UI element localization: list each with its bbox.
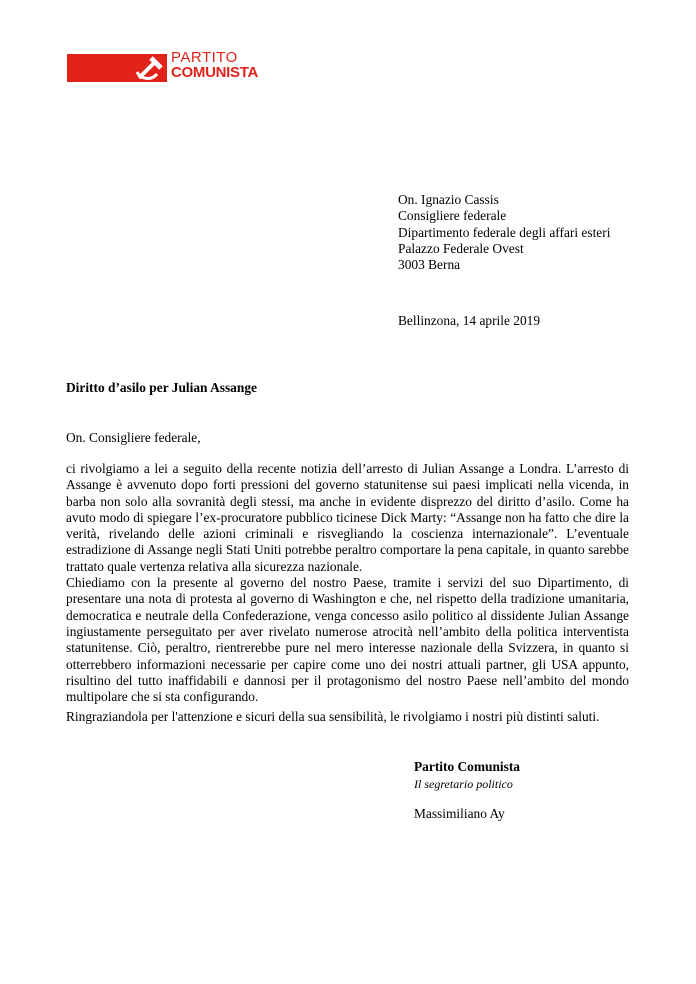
logo-text bbox=[171, 50, 258, 80]
closing-paragraph: Ringraziandola per l'attenzione e sicuri della sua sensibilità, le rivolgiamo i nostri più distinti saluti. bbox=[66, 709, 600, 725]
place-date: Bellinzona, 14 aprile 2019 bbox=[398, 313, 541, 328]
recipient-address bbox=[398, 192, 610, 273]
hammer-sickle-icon bbox=[129, 50, 173, 84]
letter-subject: Diritto d’asilo per Julian Assange bbox=[66, 380, 257, 395]
party-logo bbox=[67, 50, 277, 84]
body-paragraph-1: ci rivolgiamo a lei a seguito della recente notizia dell’arresto di Julian Assange a Londra. L’arresto di Assange è avvenuto dopo forti pressioni del governo statunitense sui paesi implicati nella vicenda, in barba non solo alla sovranità degli stessi, ma anche in evidente disprezzo del diritto d’asilo. Come ha avuto modo di spiegare l’ex-procuratore pubblico ticinese Dick Marty: “Assange non ha fatto che dire la verità, rivelando delle azioni criminali e risvegliando la coscienza internazionale”. L’eventuale estradizione di Assange negli Stati Uniti potrebbe peraltro comportare la pena capitale, in quanto sarebbe trattato quale vertenza relativa alla sicurezza nazionale. bbox=[66, 461, 629, 574]
letter-body bbox=[66, 461, 629, 726]
signature-block bbox=[414, 759, 520, 823]
recipient-line: Consigliere federale bbox=[398, 208, 507, 224]
signature-name: Massimiliano Ay bbox=[414, 806, 505, 821]
signature-role: Il segretario politico bbox=[414, 776, 513, 791]
recipient-line: Dipartimento federale degli affari esteri bbox=[398, 224, 611, 240]
recipient-line: 3003 Berna bbox=[398, 257, 461, 273]
recipient-line: Palazzo Federale Ovest bbox=[398, 240, 524, 256]
logo-line-2: COMUNISTA bbox=[171, 64, 259, 81]
body-paragraph-2: Chiediamo con la presente al governo del nostro Paese, tramite i servizi del suo Dipartimento, di presentare una nota di protesta al governo di Washington e che, nel rispetto della tradizione umanitaria, democratica e neutrale della Confederazione, venga concesso asilo politico al dissidente Julian Assange ingiustamente perseguitato per aver rivelato numerose atrocità nell’ambito della politica interventista statunitense. Ciò, peraltro, rientrerebbe pure nel mero interesse nazionale della Svizzera, in quanto si otterrebbero informazioni necessarie per capire come uno dei nostri attuali partner, gli USA appunto, risultino del tutto inaffidabili e dannosi per il protagonismo del nostro Paese nell’ambito del mondo multipolare che si sta configurando. bbox=[66, 575, 629, 705]
recipient-line: On. Ignazio Cassis bbox=[398, 192, 499, 207]
signature-organization: Partito Comunista bbox=[414, 759, 521, 774]
logo-line-1: PARTITO bbox=[171, 49, 238, 66]
salutation: On. Consigliere federale, bbox=[66, 430, 201, 445]
